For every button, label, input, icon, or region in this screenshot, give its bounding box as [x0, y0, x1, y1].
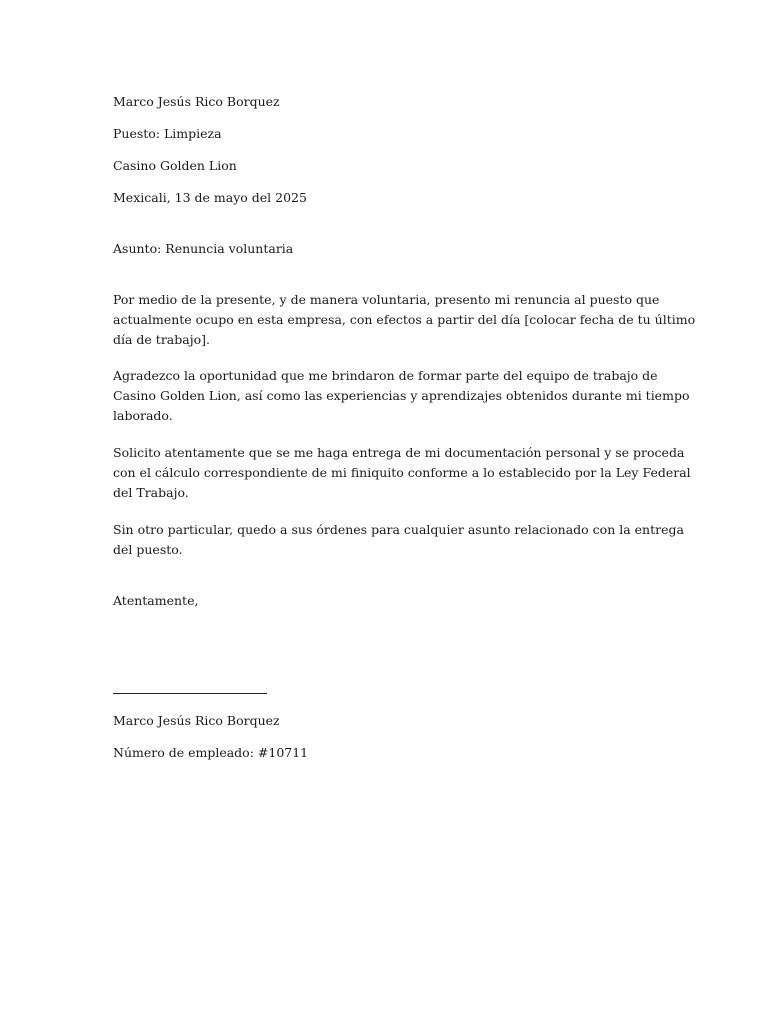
sender-name: Marco Jesús Rico Borquez: [113, 94, 280, 109]
paragraph-line: del puesto.: [113, 542, 183, 557]
employee-number: Número de empleado: #10711: [113, 745, 309, 760]
paragraph-line: Por medio de la presente, y de manera voluntaria, presento mi renuncia al puesto que: [113, 292, 660, 307]
paragraph-line: día de trabajo].: [113, 332, 210, 347]
paragraph-line: Casino Golden Lion, así como las experiencias y aprendizajes obtenidos durante mi tiempo: [113, 388, 690, 403]
closing-text: Atentamente,: [113, 593, 199, 608]
sender-position: Puesto: Limpieza: [113, 126, 222, 141]
signature-name: Marco Jesús Rico Borquez: [113, 713, 280, 728]
paragraph-line: del Trabajo.: [113, 485, 189, 500]
paragraph-line: laborado.: [113, 408, 173, 423]
company-name: Casino Golden Lion: [113, 158, 237, 173]
body-paragraph-1: [113, 290, 696, 350]
body-paragraph-4: [113, 520, 684, 560]
signature-line: [113, 693, 267, 694]
paragraph-line: Sin otro particular, quedo a sus órdenes para cualquier asunto relacionado con la entrega: [113, 522, 684, 537]
paragraph-line: Solicito atentamente que se me haga entrega de mi documentación personal y se proceda: [113, 445, 685, 460]
place-date: Mexicali, 13 de mayo del 2025: [113, 190, 307, 205]
body-paragraph-3: [113, 443, 691, 503]
paragraph-line: actualmente ocupo en esta empresa, con efectos a partir del día [colocar fecha de tu último: [113, 312, 696, 327]
paragraph-line: con el cálculo correspondiente de mi finiquito conforme a lo establecido por la Ley Federal: [113, 465, 691, 480]
subject-line: Asunto: Renuncia voluntaria: [113, 241, 294, 256]
body-paragraph-2: [113, 366, 690, 426]
paragraph-line: Agradezco la oportunidad que me brindaron de formar parte del equipo de trabajo de: [113, 368, 658, 383]
